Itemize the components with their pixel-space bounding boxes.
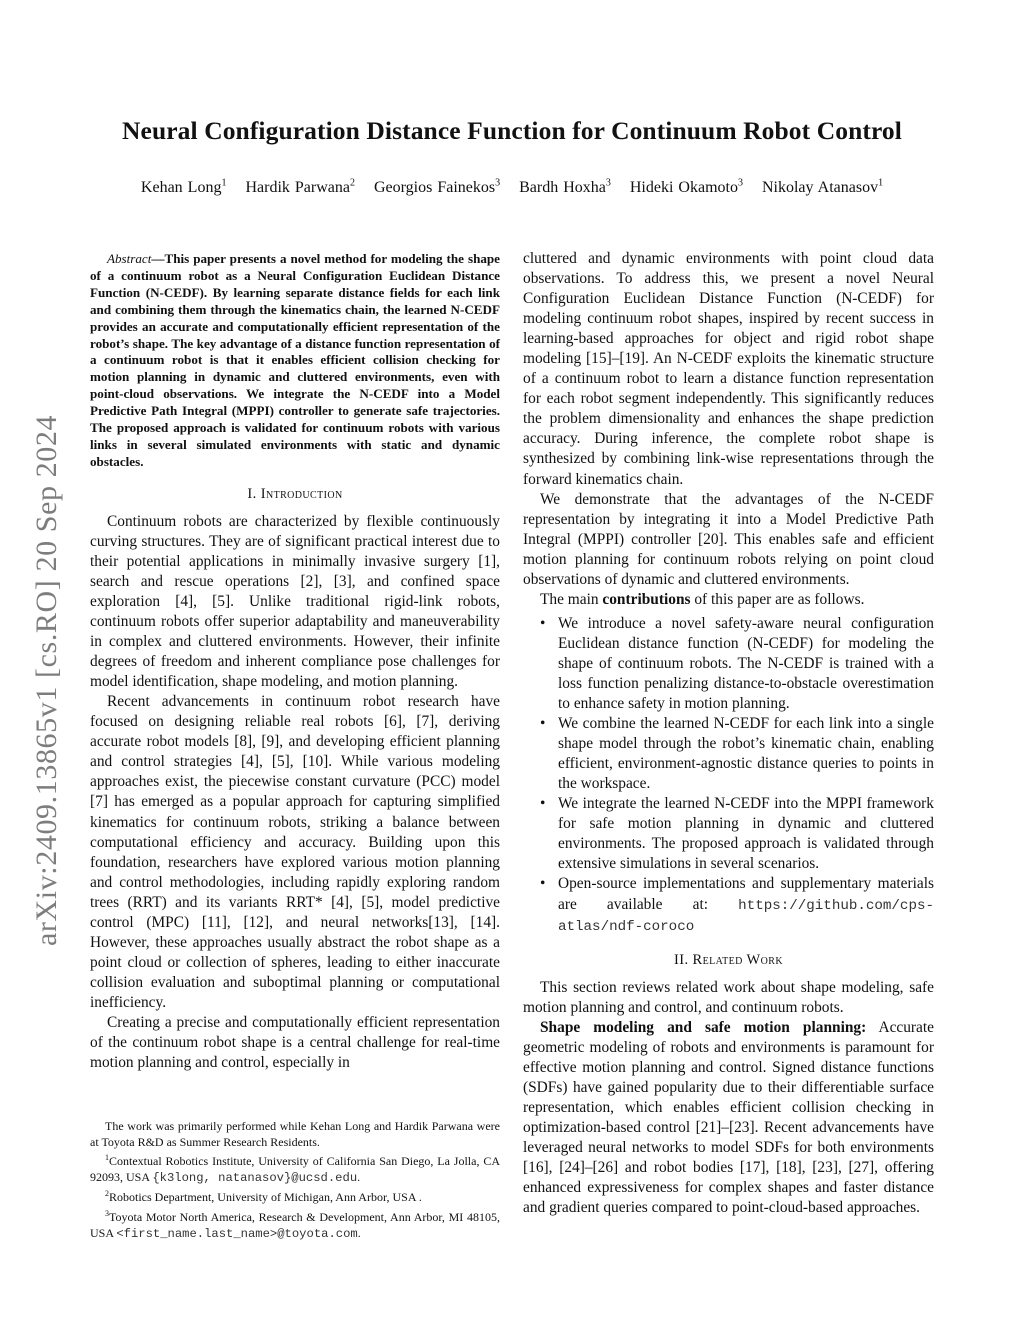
github-link[interactable]: https://github.com/cps-atlas/ndf-coroco xyxy=(558,897,934,935)
footnotes xyxy=(90,1119,500,1242)
section-heading-related-work: II. Related Work xyxy=(674,951,783,968)
footnote: $^1$Contextual Robotics Institute, University of California San Diego, La Jolla, CA 92093, USA {k3long, natanasov}@ucsd.edu. xyxy=(90,1153,500,1185)
paragraph: Recent advancements in continuum robot research have focused on designing reliable real robots [6], [7], deriving accurate robot models [8], [9], and developing efficient planning and control strategies [4], [5], [10]. While various modeling approaches exist, the piecewise constant curvature (PCC) model [7] has emerged as a popular approach for capturing simplified kinematics for continuum robots, striking a balance between computational efficiency and accuracy. Building upon this foundation, researchers have explored various motion planning and control methodologies, including rapidly exploring random trees (RRT) and its variants RRT* [4], [5], model predictive control (MPC) [11], [12], and neural networks[13], [14]. However, these approaches usually abstract the robot shape as a point cloud or collection of spheres, leading to either inaccurate collision evaluation and suboptimal planning or computational inefficiency. xyxy=(90,693,500,1011)
list-item: • We combine the learned N-CEDF for each link into a single shape model through the robot’s kinematic chain, enabling efficient, environment-agnostic distance queries to points in the workspace. xyxy=(540,715,934,793)
footnote: $^3$Toyota Motor North America, Research & Development, Ann Arbor, MI 48105, USA <first_name.last_name>@toyota.com. xyxy=(90,1208,500,1241)
list-item: • We integrate the learned N-CEDF into the MPPI framework for safe motion planning in dynamic and cluttered environments. The proposed approach is validated through extensive simulations in several scenarios. xyxy=(540,795,934,873)
abstract-label: Abstract xyxy=(107,251,152,266)
bullet-icon: • xyxy=(540,875,546,893)
email-link[interactable]: <first_name.last_name>@toyota.com xyxy=(116,1226,358,1241)
list-item: • We introduce a novel safety-aware neural configuration Euclidean distance function (N-CEDF) for modeling the shape of continuum robots. The N-CEDF is trained with a loss function penalizing distance-to-obstacle overestimation to enhance safety in motion planning. xyxy=(540,614,934,713)
author: Nikolay Atanasov$^1$ xyxy=(761,178,884,197)
email-link[interactable]: {k3long, natanasov}@ucsd.edu xyxy=(152,1170,358,1185)
bullet-icon: • xyxy=(540,795,546,813)
bullet-icon: • xyxy=(540,715,546,733)
paragraph: Continuum robots are characterized by flexible continuously curving structures. They are of significant practical interest due to their potential applications in minimally invasive surgery [1], search and rescue operations [2], [3], and confined space exploration [4], [5]. Unlike traditional rigid-link robots, continuum robots offer superior adaptability and maneuverability in complex and cluttered environments. However, their infinite degrees of freedom and inherent compliance pose challenges for model identification, shape modeling, and motion planning. xyxy=(90,512,500,691)
arxiv-stamp: arXiv:2409.13865v1 [cs.RO] 20 Sep 2024 xyxy=(30,414,63,946)
paragraph: We demonstrate that the advantages of the N-CEDF representation by integrating it into a Model Predictive Path Integral (MPPI) controller [20]. This enables safe and efficient motion planning for continuum robots relying on point cloud observations of dynamic and cluttered environments. xyxy=(523,490,934,588)
abstract-text: This paper presents a novel method for modeling the shape of a continuum robot as a Neural Configuration Euclidean Distance Function (N-CEDF). By learning separate distance fields for each link and combining them through the kinematics chain, the learned N-CEDF provides an accurate and computationally efficient representation of the robot’s shape. The key advantage of a distance function representation of a continuum robot is that it enables efficient collision checking for motion planning in dynamic and cluttered environments, even with point-cloud observations. We integrate the N-CEDF into a Model Predictive Path Integral (MPPI) controller to generate safe trajectories. The proposed approach is validated for continuum robots with various links in several simulated environments with static and dynamic obstacles. xyxy=(90,251,500,469)
paragraph: cluttered and dynamic environments with point cloud data observations. To address this, we present a novel Neural Configuration Euclidean Distance Function (N-CEDF) for modeling continuum robot shapes, inspired by recent success in learning-based approaches for object and rigid robot shape modeling [15]–[19]. An N-CEDF exploits the kinematic structure of a continuum robot to learn a distance function representation for each robot segment independently. This significantly reduces the problem dimensionality and enhances the shape prediction accuracy. During inference, the complete robot shape is synthesized by combining link-wise representations through the forward kinematics chain. xyxy=(523,250,934,488)
paragraph: This section reviews related work about shape modeling, safe motion planning and control, and continuum robots. xyxy=(523,978,934,1016)
paragraph: Shape modeling and safe motion planning: Accurate geometric modeling of robots and environments is paramount for effective motion planning and control. Signed distance functions (SDFs) have gained popularity due to their differentiable surface representation, which enables efficient collision checking in optimization-based control [21]–[23]. Recent advancements have leveraged neural networks to model SDFs for both environments [16], [24]–[26] and robot bodies [17], [18], [23], [27], offering enhanced expressiveness for complex shapes and faster distance and gradient queries compared to point-cloud-based approaches. xyxy=(523,1018,934,1217)
bullet-icon: • xyxy=(540,614,546,632)
author: Hardik Parwana$^2$ xyxy=(245,178,355,197)
author-list xyxy=(0,178,1024,197)
contributions-intro: The main contributions of this paper are as follows. xyxy=(540,590,865,608)
author: Kehan Long$^1$ xyxy=(140,178,227,197)
left-column xyxy=(90,251,500,1073)
right-column xyxy=(523,249,934,1218)
footnote: The work was primarily performed while Kehan Long and Hardik Parwana were at Toyota R&D as Summer Research Residents. xyxy=(90,1119,500,1149)
section-heading-introduction: I. Introduction xyxy=(247,485,343,502)
contributions-list xyxy=(523,614,934,937)
author: Bardh Hoxha$^3$ xyxy=(519,178,611,197)
list-item: • Open-source implementations and supplementary materials are available at: https://github.com/cps-atlas/ndf-coroco xyxy=(540,875,934,935)
subsection-heading: Shape modeling and safe motion planning: xyxy=(540,1018,867,1036)
paragraph: Creating a precise and computationally efficient representation of the continuum robot shape is a central challenge for real-time motion planning and control, especially in xyxy=(90,1014,500,1072)
abstract: Abstract—This paper presents a novel method for modeling the shape of a continuum robot as a Neural Configuration Euclidean Distance Function (N-CEDF). By learning separate distance fields for each link and combining them through the kinematics chain, the learned N-CEDF provides an accurate and computationally efficient representation of the robot’s shape. The key advantage of a distance function representation of a continuum robot is that it enables efficient collision checking for motion planning in dynamic and cluttered environments, even with point-cloud observations. We integrate the N-CEDF into a Model Predictive Path Integral (MPPI) controller to generate safe trajectories. The proposed approach is validated for continuum robots with various links in several simulated environments with static and dynamic obstacles. xyxy=(90,251,500,469)
paper-title: Neural Configuration Distance Function for Continuum Robot Control xyxy=(122,116,902,145)
footnote: $^2$Robotics Department, University of Michigan, Ann Arbor, USA . xyxy=(105,1189,422,1205)
author: Hideki Okamoto$^3$ xyxy=(629,178,743,197)
author: Georgios Fainekos$^3$ xyxy=(373,178,501,197)
